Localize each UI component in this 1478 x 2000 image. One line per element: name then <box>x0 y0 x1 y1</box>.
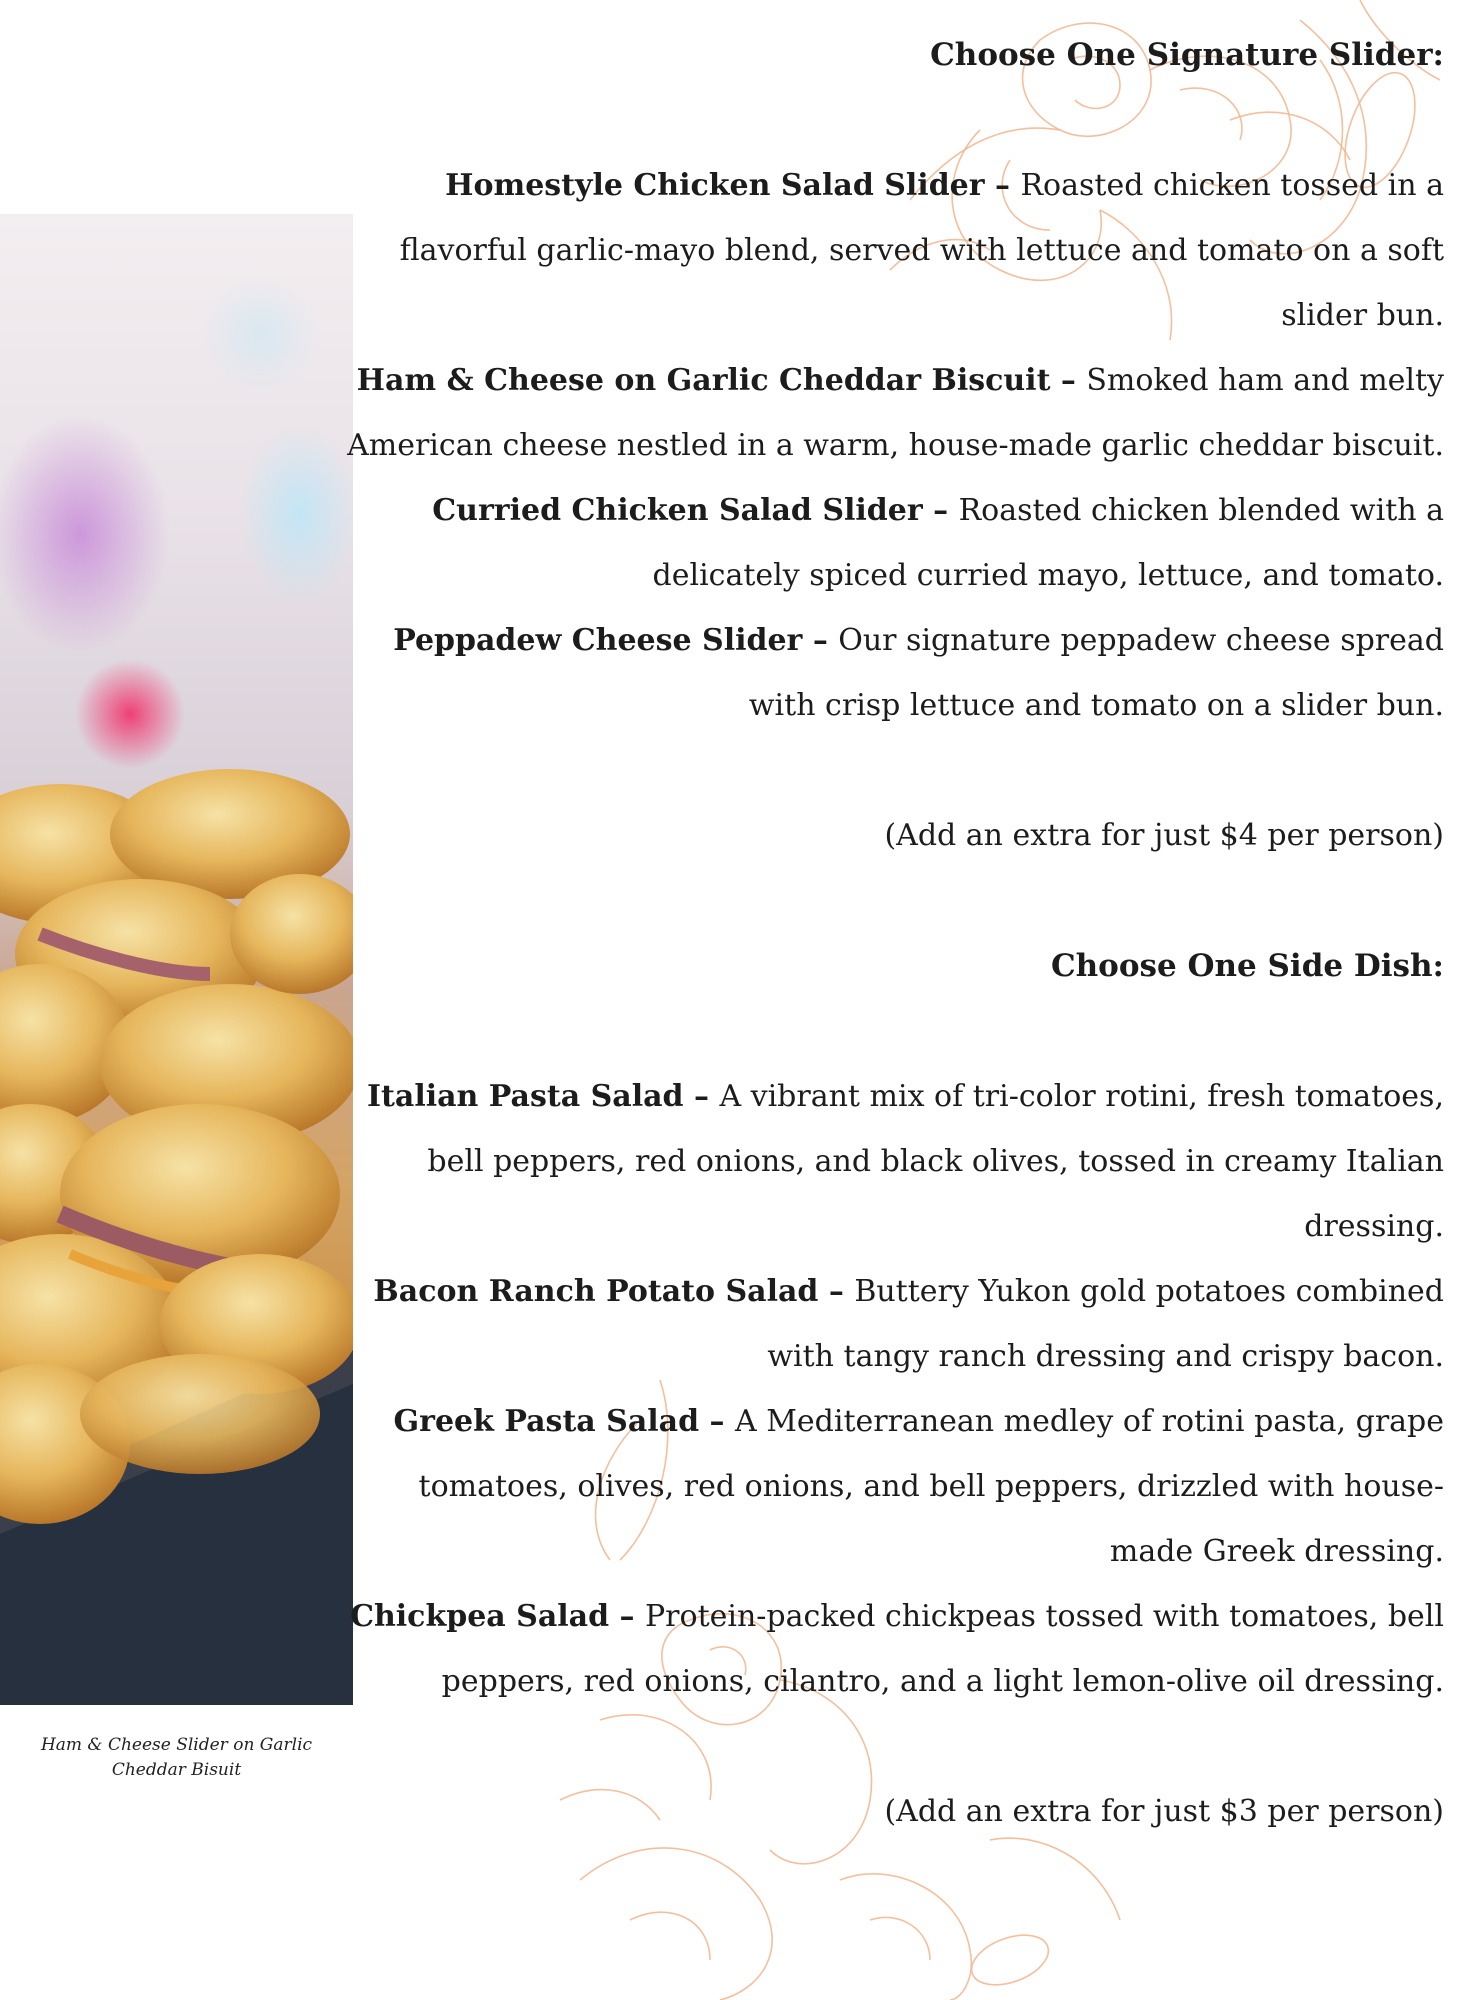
slider-item <box>344 348 1444 478</box>
slider-item-description: Smoked ham and melty American cheese nestled in a warm, house-made garlic cheddar biscuit. <box>347 363 1444 463</box>
slider-item <box>344 478 1444 608</box>
separator: – <box>699 1404 735 1439</box>
slider-item-name: Homestyle Chicken Salad Slider <box>445 168 985 203</box>
side-item <box>344 1259 1444 1389</box>
sides-heading: Choose One Side Dish: <box>1050 948 1444 984</box>
side-extra-note: (Add an extra for just $3 per person) <box>884 1794 1444 1829</box>
slider-item <box>344 608 1444 738</box>
photo-caption: Ham & Cheese Slider on Garlic Cheddar Bisuit <box>40 1735 313 1780</box>
slider-item-description: Roasted chicken blended with a delicately spiced curried mayo, lettuce, and tomato. <box>652 493 1444 593</box>
side-item-name: Chickpea Salad <box>350 1599 610 1634</box>
slider-item-name: Peppadew Cheese Slider <box>393 623 803 658</box>
food-photo <box>0 214 353 1705</box>
slider-item-name: Ham & Cheese on Garlic Cheddar Biscuit <box>356 363 1051 398</box>
side-item-description: A Mediterranean medley of rotini pasta, grape tomatoes, olives, red onions, and bell peppers, drizzled with house-made Greek dressing. <box>418 1404 1444 1569</box>
side-item-name: Italian Pasta Salad <box>366 1079 684 1114</box>
slider-item-description: Roasted chicken tossed in a flavorful garlic-mayo blend, served with lettuce and tomato on a soft slider bun. <box>399 168 1444 333</box>
menu-content <box>344 22 1444 1844</box>
side-item-name: Bacon Ranch Potato Salad <box>373 1274 819 1309</box>
separator: – <box>922 493 959 528</box>
biscuit-slider-illustration <box>0 214 353 1705</box>
side-item <box>344 1584 1444 1714</box>
separator: – <box>609 1599 645 1634</box>
side-item-description: Protein-packed chickpeas tossed with tomatoes, bell peppers, red onions, cilantro, and a light lemon-olive oil dressing. <box>441 1599 1444 1699</box>
slider-item-description: Our signature peppadew cheese spread with crisp lettuce and tomato on a slider bun. <box>748 623 1444 723</box>
side-item-name: Greek Pasta Salad <box>393 1404 700 1439</box>
side-item <box>344 1389 1444 1584</box>
separator: – <box>984 168 1021 203</box>
side-item <box>344 1064 1444 1259</box>
separator: – <box>683 1079 720 1114</box>
sliders-heading: Choose One Signature Slider: <box>930 37 1444 73</box>
separator: – <box>1050 363 1087 398</box>
separator: – <box>802 623 839 658</box>
slider-extra-note: (Add an extra for just $4 per person) <box>884 818 1444 853</box>
slider-item <box>344 153 1444 348</box>
side-item-description: Buttery Yukon gold potatoes combined with tangy ranch dressing and crispy bacon. <box>767 1274 1444 1374</box>
side-item-description: A vibrant mix of tri-color rotini, fresh tomatoes, bell peppers, red onions, and black olives, tossed in creamy Italian dressing. <box>427 1079 1444 1244</box>
separator: – <box>818 1274 855 1309</box>
slider-item-name: Curried Chicken Salad Slider <box>432 493 923 528</box>
